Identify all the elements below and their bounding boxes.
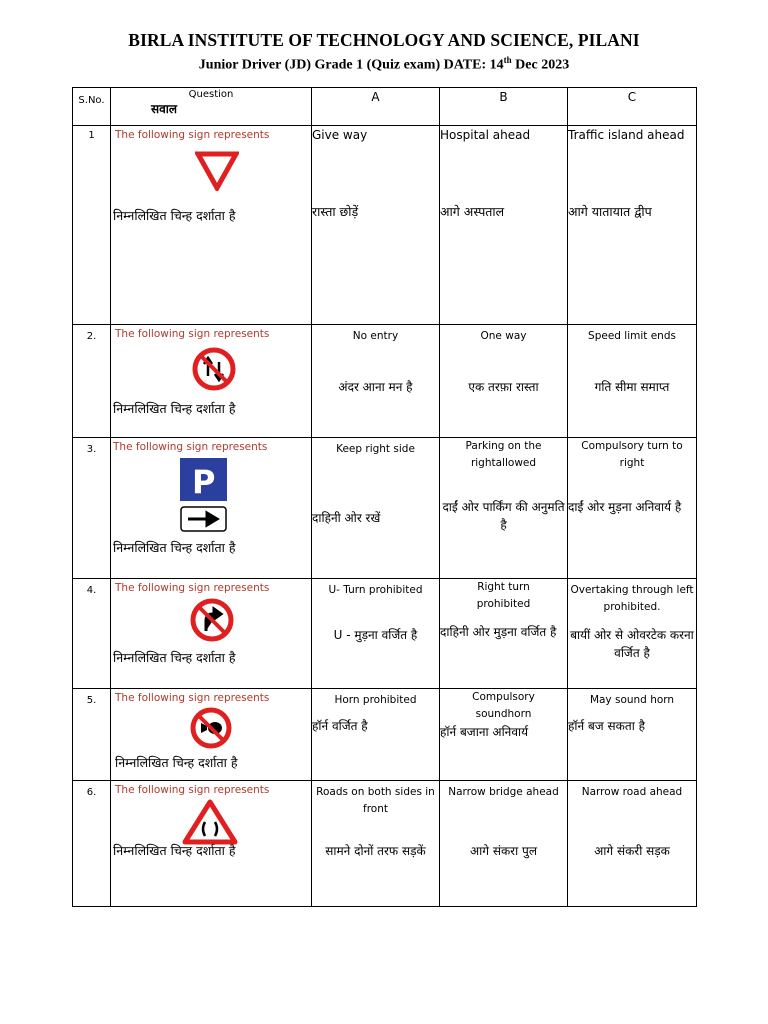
row-number: 6. bbox=[73, 781, 111, 907]
option-b-hi: एक तरफ़ा रास्ता bbox=[468, 380, 539, 394]
question-cell bbox=[111, 689, 312, 781]
question-en: The following sign represents bbox=[115, 328, 270, 340]
question-cell bbox=[111, 579, 312, 689]
header-question-en: Question bbox=[188, 89, 234, 100]
option-c-hi: बायीं ओर से ओवरटेक करना वर्जित है bbox=[570, 628, 694, 660]
question-en: The following sign represents bbox=[115, 129, 270, 141]
option-a[interactable] bbox=[312, 781, 440, 907]
exam-subtitle bbox=[0, 55, 768, 74]
row-number: 4. bbox=[73, 579, 111, 689]
option-a[interactable] bbox=[312, 438, 440, 579]
header-a: A bbox=[312, 88, 440, 126]
row-number: 3. bbox=[73, 438, 111, 579]
option-b-en: Parking on the rightallowed bbox=[465, 440, 542, 469]
table-row bbox=[73, 579, 697, 689]
option-b[interactable] bbox=[440, 781, 568, 907]
option-b-en: Narrow bridge ahead bbox=[448, 786, 559, 798]
no-two-way-sign-icon bbox=[111, 340, 311, 396]
option-b-en: Right turn prohibited bbox=[476, 581, 531, 610]
header-question-hi: सवाल bbox=[151, 102, 178, 116]
option-c-hi: आगे यातायात द्वीप bbox=[568, 204, 652, 219]
option-b[interactable] bbox=[440, 438, 568, 579]
option-b-hi: आगे अस्पताल bbox=[440, 204, 505, 219]
page-header bbox=[0, 30, 768, 74]
option-c-hi: आगे संकरी सड़क bbox=[594, 844, 670, 858]
header-row bbox=[73, 88, 697, 126]
option-b[interactable] bbox=[440, 126, 568, 325]
question-hi: निम्नलिखित चिन्ह दर्शाता है bbox=[113, 401, 236, 416]
table-row bbox=[73, 689, 697, 781]
option-b-hi: दाहिनी ओर मुड़ना वर्जित है bbox=[440, 625, 557, 639]
question-cell bbox=[111, 126, 312, 325]
subtitle-date: Dec 2023 bbox=[511, 57, 570, 73]
table-row bbox=[73, 781, 697, 907]
question-en: The following sign represents bbox=[113, 441, 268, 453]
header-question bbox=[111, 88, 312, 126]
header-b: B bbox=[440, 88, 568, 126]
option-c[interactable] bbox=[568, 126, 697, 325]
quiz-table bbox=[72, 87, 697, 907]
parking-right-sign-icon bbox=[111, 453, 311, 539]
option-a[interactable] bbox=[312, 689, 440, 781]
option-c-en: Speed limit ends bbox=[588, 330, 676, 342]
option-c-en: Compulsory turn to right bbox=[581, 440, 683, 469]
header-sno: S.No. bbox=[73, 88, 111, 126]
option-b[interactable] bbox=[440, 689, 568, 781]
option-b-hi: हॉर्न बजाना अनिवार्य bbox=[440, 725, 529, 739]
table-row bbox=[73, 438, 697, 579]
option-c-hi: हॉर्न बज सकता है bbox=[568, 719, 645, 733]
subtitle-sup: th bbox=[503, 55, 512, 65]
option-a-en: Give way bbox=[312, 128, 368, 142]
give-way-sign-icon bbox=[111, 141, 311, 195]
question-cell bbox=[111, 781, 312, 907]
option-b-hi: दाईं ओर पार्किंग की अनुमति है bbox=[442, 500, 565, 532]
option-c[interactable] bbox=[568, 689, 697, 781]
option-c[interactable] bbox=[568, 579, 697, 689]
option-a-hi: दाहिनी ओर रखें bbox=[312, 511, 381, 525]
option-b-en: One way bbox=[480, 330, 527, 342]
option-a-hi: U - मुड़ना वर्जित है bbox=[333, 628, 418, 642]
question-cell bbox=[111, 325, 312, 438]
option-b[interactable] bbox=[440, 325, 568, 438]
question-hi: निम्नलिखित चिन्ह दर्शाता है bbox=[113, 843, 236, 858]
option-c-en: Traffic island ahead bbox=[568, 128, 685, 142]
question-hi: निम्नलिखित चिन्ह दर्शाता है bbox=[115, 755, 238, 770]
svg-text:P: P bbox=[192, 463, 216, 501]
question-en: The following sign represents bbox=[115, 784, 270, 796]
option-a-hi: रास्ता छोड़ें bbox=[312, 204, 359, 219]
option-a-en: Horn prohibited bbox=[334, 694, 417, 706]
row-number: 5. bbox=[73, 689, 111, 781]
option-c[interactable] bbox=[568, 325, 697, 438]
option-c[interactable] bbox=[568, 781, 697, 907]
option-c-en: Narrow road ahead bbox=[581, 786, 683, 798]
table-row bbox=[73, 325, 697, 438]
header-c: C bbox=[568, 88, 697, 126]
question-cell bbox=[111, 438, 312, 579]
option-c-en: May sound horn bbox=[589, 694, 675, 706]
question-en: The following sign represents bbox=[115, 692, 270, 704]
option-a[interactable] bbox=[312, 579, 440, 689]
horn-prohibited-sign-icon bbox=[111, 704, 311, 754]
question-hi: निम्नलिखित चिन्ह दर्शाता है bbox=[113, 540, 236, 555]
option-a-en: No entry bbox=[352, 330, 399, 342]
question-hi: निम्नलिखित चिन्ह दर्शाता है bbox=[113, 650, 236, 665]
option-c-hi: गति सीमा समाप्त bbox=[594, 380, 670, 394]
option-a[interactable] bbox=[312, 126, 440, 325]
option-a-en: Keep right side bbox=[336, 443, 415, 455]
question-hi: निम्नलिखित चिन्ह दर्शाता है bbox=[113, 208, 236, 223]
table-row bbox=[73, 126, 697, 325]
option-c-hi: दाईं ओर मुड़ना अनिवार्य है bbox=[568, 500, 682, 514]
row-number: 1 bbox=[73, 126, 111, 325]
option-a-hi: अंदर आना मन है bbox=[338, 380, 413, 394]
option-a-en: U- Turn prohibited bbox=[328, 584, 423, 596]
subtitle-text: Junior Driver (JD) Grade 1 (Quiz exam) DATE: 14 bbox=[198, 57, 504, 73]
option-a-en: Roads on both sides in front bbox=[316, 786, 435, 815]
question-en: The following sign represents bbox=[115, 582, 270, 594]
option-b-en: Hospital ahead bbox=[440, 128, 531, 142]
option-a-hi: सामने दोनों तरफ सड़कें bbox=[325, 844, 426, 858]
option-b-hi: आगे संकरा पुल bbox=[470, 844, 537, 858]
option-a-hi: हॉर्न वर्जित है bbox=[312, 719, 368, 733]
option-c-en: Overtaking through left prohibited. bbox=[570, 584, 694, 613]
no-right-turn-sign-icon bbox=[111, 594, 311, 647]
row-number: 2. bbox=[73, 325, 111, 438]
option-b[interactable] bbox=[440, 579, 568, 689]
option-c[interactable] bbox=[568, 438, 697, 579]
option-a[interactable] bbox=[312, 325, 440, 438]
option-b-en: Compulsory soundhorn bbox=[472, 691, 535, 720]
institute-title: BIRLA INSTITUTE OF TECHNOLOGY AND SCIENCE, PILANI bbox=[128, 30, 640, 50]
